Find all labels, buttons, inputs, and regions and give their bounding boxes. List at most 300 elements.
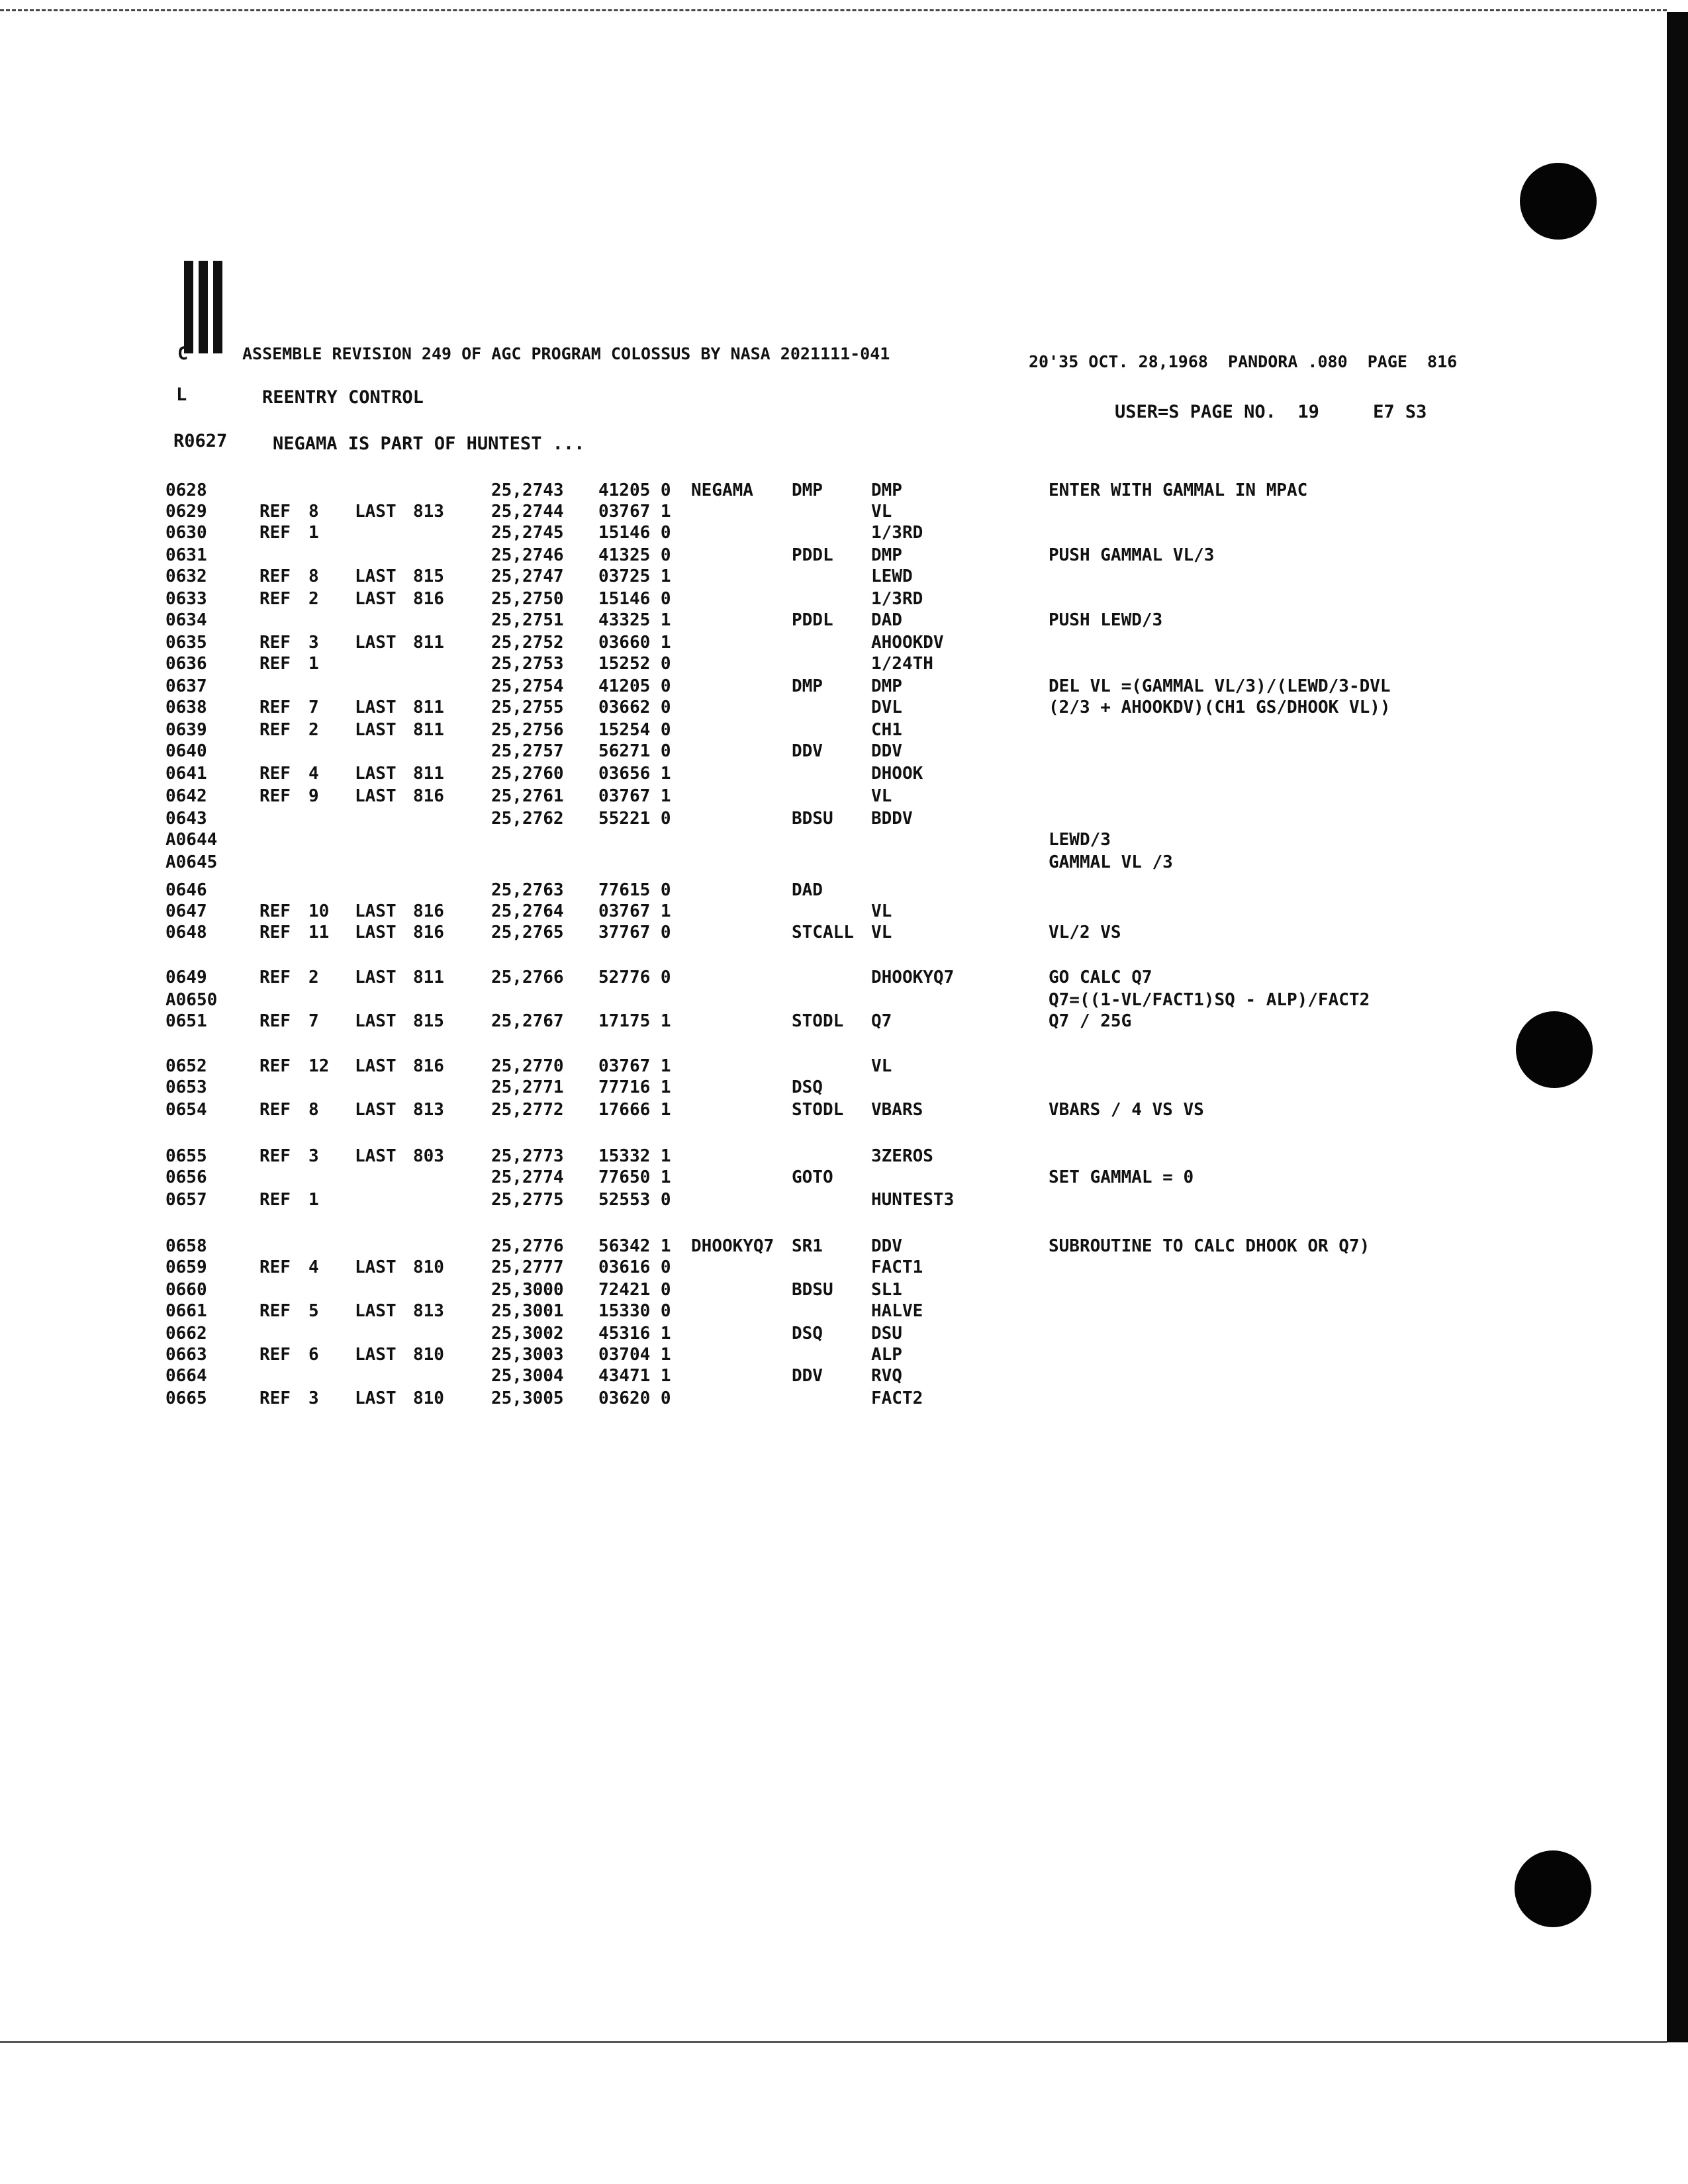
opcode: SR1 xyxy=(792,1236,823,1256)
address: 25,3001 xyxy=(491,1301,564,1321)
listing-row xyxy=(0,1055,1523,1077)
listing-row xyxy=(0,785,1523,807)
last-marker: LAST xyxy=(355,502,397,522)
listing-row xyxy=(0,807,1523,830)
operand: DDV xyxy=(871,1236,902,1256)
address: 25,2756 xyxy=(491,720,564,740)
ref-marker: REF xyxy=(259,1056,291,1076)
octal-word: 15330 0 xyxy=(598,1301,671,1321)
line-number: 0660 xyxy=(165,1280,207,1300)
line-number: 0631 xyxy=(165,545,207,565)
last-marker: LAST xyxy=(355,589,397,609)
address: 25,2762 xyxy=(491,809,564,829)
octal-word: 03656 1 xyxy=(598,764,671,784)
last-marker: LAST xyxy=(355,1100,397,1120)
line-number: A0645 xyxy=(165,852,218,872)
opcode: BDSU xyxy=(792,809,833,829)
header-title: ASSEMBLE REVISION 249 OF AGC PROGRAM COLOSSUS BY NASA 2021111-041 xyxy=(242,344,890,363)
operand: DDV xyxy=(871,741,902,761)
header-line2-left: L xyxy=(176,385,187,405)
ref-marker: REF xyxy=(259,720,291,740)
octal-word: 15252 0 xyxy=(598,654,671,674)
last-marker: LAST xyxy=(355,786,397,806)
listing-row xyxy=(0,1076,1523,1099)
operand: FACT2 xyxy=(871,1388,923,1408)
address: 25,2761 xyxy=(491,786,564,806)
address: 25,2751 xyxy=(491,610,564,630)
address: 25,2777 xyxy=(491,1257,564,1277)
section-id: R0627 xyxy=(173,431,228,451)
octal-word: 52553 0 xyxy=(598,1190,671,1210)
octal-word: 43471 1 xyxy=(598,1366,671,1386)
comment: Q7=((1-VL/FACT1)SQ - ALP)/FACT2 xyxy=(1049,990,1370,1010)
operand: DMP xyxy=(871,676,902,696)
ref-marker: REF xyxy=(259,764,291,784)
line-number: 0652 xyxy=(165,1056,207,1076)
last-page: 813 xyxy=(413,1301,444,1321)
operand: VL xyxy=(871,502,892,522)
listing-row xyxy=(0,609,1523,631)
comment: PUSH GAMMAL VL/3 xyxy=(1049,545,1215,565)
octal-word: 15146 0 xyxy=(598,589,671,609)
line-number: 0651 xyxy=(165,1011,207,1031)
ref-count: 7 xyxy=(308,1011,319,1031)
last-marker: LAST xyxy=(355,968,397,987)
opcode: PDDL xyxy=(792,610,833,630)
last-page: 811 xyxy=(413,720,444,740)
ref-marker: REF xyxy=(259,589,291,609)
listing-row xyxy=(0,900,1523,923)
listing-row xyxy=(0,989,1523,1011)
listing-row xyxy=(0,1145,1523,1167)
listing-row xyxy=(0,675,1523,698)
listing-row xyxy=(0,653,1523,675)
octal-word: 03767 1 xyxy=(598,786,671,806)
last-page: 816 xyxy=(413,589,444,609)
octal-word: 41205 0 xyxy=(598,480,671,500)
octal-word: 37767 0 xyxy=(598,923,671,942)
ref-count: 4 xyxy=(308,764,319,784)
listing-row xyxy=(0,588,1523,610)
line-number: 0663 xyxy=(165,1345,207,1365)
line-number: 0649 xyxy=(165,968,207,987)
top-edge-line xyxy=(0,9,1667,13)
listing-row xyxy=(0,851,1523,874)
octal-word: 43325 1 xyxy=(598,610,671,630)
ref-count: 8 xyxy=(308,567,319,586)
listing-row xyxy=(0,1365,1523,1387)
line-number: 0648 xyxy=(165,923,207,942)
ref-marker: REF xyxy=(259,567,291,586)
address: 25,3003 xyxy=(491,1345,564,1365)
operand: DVL xyxy=(871,698,902,717)
last-page: 810 xyxy=(413,1257,444,1277)
ref-marker: REF xyxy=(259,654,291,674)
operand: VL xyxy=(871,1056,892,1076)
operand: ALP xyxy=(871,1345,902,1365)
listing-row xyxy=(0,1387,1523,1410)
operand: 1/3RD xyxy=(871,523,923,543)
comment: SET GAMMAL = 0 xyxy=(1049,1167,1194,1187)
line-number: 0635 xyxy=(165,633,207,653)
comment: Q7 / 25G xyxy=(1049,1011,1132,1031)
ref-count: 5 xyxy=(308,1301,319,1321)
ref-count: 3 xyxy=(308,1146,319,1166)
opcode: DMP xyxy=(792,480,823,500)
ref-count: 1 xyxy=(308,1190,319,1210)
line-number: 0639 xyxy=(165,720,207,740)
octal-word: 03660 1 xyxy=(598,633,671,653)
octal-word: 15146 0 xyxy=(598,523,671,543)
opcode: DDV xyxy=(792,741,823,761)
ref-marker: REF xyxy=(259,698,291,717)
operand: HALVE xyxy=(871,1301,923,1321)
address: 25,2747 xyxy=(491,567,564,586)
octal-word: 03662 0 xyxy=(598,698,671,717)
listing-row xyxy=(0,740,1523,762)
octal-word: 77716 1 xyxy=(598,1077,671,1097)
octal-word: 56271 0 xyxy=(598,741,671,761)
line-number: 0646 xyxy=(165,880,207,900)
line-number: 0657 xyxy=(165,1190,207,1210)
operand: 1/3RD xyxy=(871,589,923,609)
last-page: 813 xyxy=(413,502,444,522)
ref-marker: REF xyxy=(259,502,291,522)
octal-word: 41325 0 xyxy=(598,545,671,565)
line-number: 0659 xyxy=(165,1257,207,1277)
last-marker: LAST xyxy=(355,1345,397,1365)
address: 25,2773 xyxy=(491,1146,564,1166)
comment: GAMMAL VL /3 xyxy=(1049,852,1173,872)
listing-row xyxy=(0,631,1523,654)
header-date: 20'35 OCT. 28,1968 PANDORA .080 PAGE 816 xyxy=(1029,352,1458,371)
listing-row xyxy=(0,1235,1523,1257)
listing-row xyxy=(0,1322,1523,1345)
last-page: 810 xyxy=(413,1345,444,1365)
comment: PUSH LEWD/3 xyxy=(1049,610,1163,630)
opcode: BDSU xyxy=(792,1280,833,1300)
address: 25,2746 xyxy=(491,545,564,565)
listing-row xyxy=(0,565,1523,588)
operand: HUNTEST3 xyxy=(871,1190,955,1210)
last-marker: LAST xyxy=(355,1146,397,1166)
listing-row xyxy=(0,522,1523,544)
octal-word: 03704 1 xyxy=(598,1345,671,1365)
right-scan-border xyxy=(1667,12,1688,2042)
user-page-number: USER=S PAGE NO. 19 E7 S3 xyxy=(1115,402,1427,422)
octal-word: 77650 1 xyxy=(598,1167,671,1187)
address: 25,3002 xyxy=(491,1324,564,1343)
octal-word: 03620 0 xyxy=(598,1388,671,1408)
opcode: PDDL xyxy=(792,545,833,565)
operand: 3ZEROS xyxy=(871,1146,933,1166)
address: 25,2757 xyxy=(491,741,564,761)
listing-row xyxy=(0,1166,1523,1189)
octal-word: 15254 0 xyxy=(598,720,671,740)
address: 25,2766 xyxy=(491,968,564,987)
address: 25,3005 xyxy=(491,1388,564,1408)
comment: VL/2 VS xyxy=(1049,923,1121,942)
address: 25,2774 xyxy=(491,1167,564,1187)
opcode: DSQ xyxy=(792,1077,823,1097)
operand: AHOOKDV xyxy=(871,633,944,653)
last-marker: LAST xyxy=(355,1011,397,1031)
ref-count: 4 xyxy=(308,1257,319,1277)
last-page: 816 xyxy=(413,1056,444,1076)
last-page: 810 xyxy=(413,1388,444,1408)
ref-marker: REF xyxy=(259,923,291,942)
ref-count: 6 xyxy=(308,1345,319,1365)
operand: RVQ xyxy=(871,1366,902,1386)
operand: SL1 xyxy=(871,1280,902,1300)
last-marker: LAST xyxy=(355,720,397,740)
last-marker: LAST xyxy=(355,567,397,586)
line-number: 0629 xyxy=(165,502,207,522)
line-number: 0630 xyxy=(165,523,207,543)
address: 25,2765 xyxy=(491,923,564,942)
opcode: DDV xyxy=(792,1366,823,1386)
comment: DEL VL =(GAMMAL VL/3)/(LEWD/3-DVL xyxy=(1049,676,1391,696)
ref-marker: REF xyxy=(259,1345,291,1365)
last-marker: LAST xyxy=(355,1301,397,1321)
octal-word: 15332 1 xyxy=(598,1146,671,1166)
listing-row xyxy=(0,829,1523,851)
address: 25,3004 xyxy=(491,1366,564,1386)
listing-row xyxy=(0,1279,1523,1301)
last-marker: LAST xyxy=(355,1056,397,1076)
last-marker: LAST xyxy=(355,764,397,784)
line-number: 0633 xyxy=(165,589,207,609)
operand: VL xyxy=(871,901,892,921)
listing-row xyxy=(0,1189,1523,1211)
last-marker: LAST xyxy=(355,901,397,921)
ref-marker: REF xyxy=(259,901,291,921)
octal-word: 41205 0 xyxy=(598,676,671,696)
ref-marker: REF xyxy=(259,786,291,806)
line-number: 0638 xyxy=(165,698,207,717)
last-page: 816 xyxy=(413,786,444,806)
opcode: GOTO xyxy=(792,1167,833,1187)
octal-word: 77615 0 xyxy=(598,880,671,900)
octal-word: 03767 1 xyxy=(598,1056,671,1076)
last-marker: LAST xyxy=(355,698,397,717)
listing-row xyxy=(0,544,1523,567)
line-number: 0628 xyxy=(165,480,207,500)
ref-count: 1 xyxy=(308,654,319,674)
line-number: 0664 xyxy=(165,1366,207,1386)
operand: DHOOKYQ7 xyxy=(871,968,955,987)
ref-marker: REF xyxy=(259,1257,291,1277)
listing-row xyxy=(0,719,1523,741)
ref-count: 8 xyxy=(308,502,319,522)
ref-count: 2 xyxy=(308,589,319,609)
octal-word: 56342 1 xyxy=(598,1236,671,1256)
last-page: 811 xyxy=(413,764,444,784)
operand: LEWD xyxy=(871,567,913,586)
opcode: STODL xyxy=(792,1100,844,1120)
listing-row xyxy=(0,1343,1523,1366)
ref-marker: REF xyxy=(259,1011,291,1031)
opcode: DAD xyxy=(792,880,823,900)
ref-count: 2 xyxy=(308,968,319,987)
operand: BDDV xyxy=(871,809,913,829)
listing-row xyxy=(0,1099,1523,1121)
ref-count: 9 xyxy=(308,786,319,806)
address: 25,2763 xyxy=(491,880,564,900)
operand: DSU xyxy=(871,1324,902,1343)
label: DHOOKYQ7 xyxy=(691,1236,774,1256)
address: 25,2750 xyxy=(491,589,564,609)
address: 25,2764 xyxy=(491,901,564,921)
last-marker: LAST xyxy=(355,633,397,653)
last-page: 816 xyxy=(413,923,444,942)
line-number: 0634 xyxy=(165,610,207,630)
operand: DMP xyxy=(871,480,902,500)
ref-marker: REF xyxy=(259,523,291,543)
line-number: 0642 xyxy=(165,786,207,806)
line-number: 0658 xyxy=(165,1236,207,1256)
octal-word: 03767 1 xyxy=(598,502,671,522)
address: 25,2770 xyxy=(491,1056,564,1076)
octal-word: 03616 0 xyxy=(598,1257,671,1277)
opcode: STODL xyxy=(792,1011,844,1031)
ref-count: 3 xyxy=(308,1388,319,1408)
line-number: 0654 xyxy=(165,1100,207,1120)
address: 25,2775 xyxy=(491,1190,564,1210)
comment: (2/3 + AHOOKDV)(CH1 GS/DHOOK VL)) xyxy=(1049,698,1391,717)
octal-word: 72421 0 xyxy=(598,1280,671,1300)
octal-word: 55221 0 xyxy=(598,809,671,829)
octal-word: 17175 1 xyxy=(598,1011,671,1031)
opcode: STCALL xyxy=(792,923,854,942)
address: 25,2744 xyxy=(491,502,564,522)
address: 25,2752 xyxy=(491,633,564,653)
last-marker: LAST xyxy=(355,923,397,942)
last-page: 811 xyxy=(413,968,444,987)
operand: CH1 xyxy=(871,720,902,740)
line-number: 0656 xyxy=(165,1167,207,1187)
comment: GO CALC Q7 xyxy=(1049,968,1152,987)
line-number: 0643 xyxy=(165,809,207,829)
address: 25,2772 xyxy=(491,1100,564,1120)
listing-row xyxy=(0,762,1523,785)
address: 25,2767 xyxy=(491,1011,564,1031)
last-page: 811 xyxy=(413,633,444,653)
listing-row xyxy=(0,1010,1523,1032)
address: 25,2755 xyxy=(491,698,564,717)
line-number: 0640 xyxy=(165,741,207,761)
last-page: 813 xyxy=(413,1100,444,1120)
address: 25,2760 xyxy=(491,764,564,784)
line-number: 0661 xyxy=(165,1301,207,1321)
operand: VBARS xyxy=(871,1100,923,1120)
ref-count: 12 xyxy=(308,1056,330,1076)
ref-marker: REF xyxy=(259,1301,291,1321)
line-number: 0653 xyxy=(165,1077,207,1097)
comment: SUBROUTINE TO CALC DHOOK OR Q7) xyxy=(1049,1236,1370,1256)
line-number: 0641 xyxy=(165,764,207,784)
ref-count: 2 xyxy=(308,720,319,740)
last-marker: LAST xyxy=(355,1388,397,1408)
listing-row xyxy=(0,500,1523,523)
section-description: NEGAMA IS PART OF HUNTEST ... xyxy=(273,433,585,454)
operand: FACT1 xyxy=(871,1257,923,1277)
ref-marker: REF xyxy=(259,968,291,987)
line-number: A0650 xyxy=(165,990,218,1010)
bottom-edge-line xyxy=(0,2041,1667,2044)
ref-marker: REF xyxy=(259,1146,291,1166)
label: NEGAMA xyxy=(691,480,753,500)
opcode: DSQ xyxy=(792,1324,823,1343)
last-page: 816 xyxy=(413,901,444,921)
operand: VL xyxy=(871,786,892,806)
operand: DMP xyxy=(871,545,902,565)
octal-word: 52776 0 xyxy=(598,968,671,987)
last-marker: LAST xyxy=(355,1257,397,1277)
comment: ENTER WITH GAMMAL IN MPAC xyxy=(1049,480,1308,500)
comment: VBARS / 4 VS VS xyxy=(1049,1100,1204,1120)
listing-row xyxy=(0,879,1523,901)
comment: LEWD/3 xyxy=(1049,830,1111,850)
line-number: 0655 xyxy=(165,1146,207,1166)
last-page: 811 xyxy=(413,698,444,717)
address: 25,2776 xyxy=(491,1236,564,1256)
header-line1-left: C xyxy=(177,343,189,364)
line-number: 0662 xyxy=(165,1324,207,1343)
punch-hole-top xyxy=(1520,163,1597,240)
ref-marker: REF xyxy=(259,1388,291,1408)
punch-hole-bottom xyxy=(1515,1850,1591,1927)
line-number: 0632 xyxy=(165,567,207,586)
operand: DHOOK xyxy=(871,764,923,784)
ref-marker: REF xyxy=(259,1100,291,1120)
listing-row xyxy=(0,921,1523,944)
punch-hole-middle xyxy=(1516,1011,1593,1088)
line-number: 0665 xyxy=(165,1388,207,1408)
ref-count: 1 xyxy=(308,523,319,543)
last-page: 815 xyxy=(413,1011,444,1031)
ref-marker: REF xyxy=(259,633,291,653)
last-page: 815 xyxy=(413,567,444,586)
ref-count: 11 xyxy=(308,923,330,942)
ref-marker: REF xyxy=(259,1190,291,1210)
line-number: 0647 xyxy=(165,901,207,921)
octal-word: 03725 1 xyxy=(598,567,671,586)
line-number: 0636 xyxy=(165,654,207,674)
address: 25,3000 xyxy=(491,1280,564,1300)
opcode: DMP xyxy=(792,676,823,696)
address: 25,2743 xyxy=(491,480,564,500)
octal-word: 03767 1 xyxy=(598,901,671,921)
ref-count: 10 xyxy=(308,901,330,921)
operand: VL xyxy=(871,923,892,942)
operand: Q7 xyxy=(871,1011,892,1031)
ref-count: 3 xyxy=(308,633,319,653)
line-number: A0644 xyxy=(165,830,218,850)
operand: DAD xyxy=(871,610,902,630)
listing-row xyxy=(0,1256,1523,1279)
stamp-bars xyxy=(184,261,226,353)
last-page: 803 xyxy=(413,1146,444,1166)
listing-row xyxy=(0,696,1523,719)
line-number: 0637 xyxy=(165,676,207,696)
listing-row xyxy=(0,479,1523,502)
ref-count: 7 xyxy=(308,698,319,717)
ref-count: 8 xyxy=(308,1100,319,1120)
operand: 1/24TH xyxy=(871,654,933,674)
address: 25,2745 xyxy=(491,523,564,543)
listing-row xyxy=(0,1300,1523,1322)
